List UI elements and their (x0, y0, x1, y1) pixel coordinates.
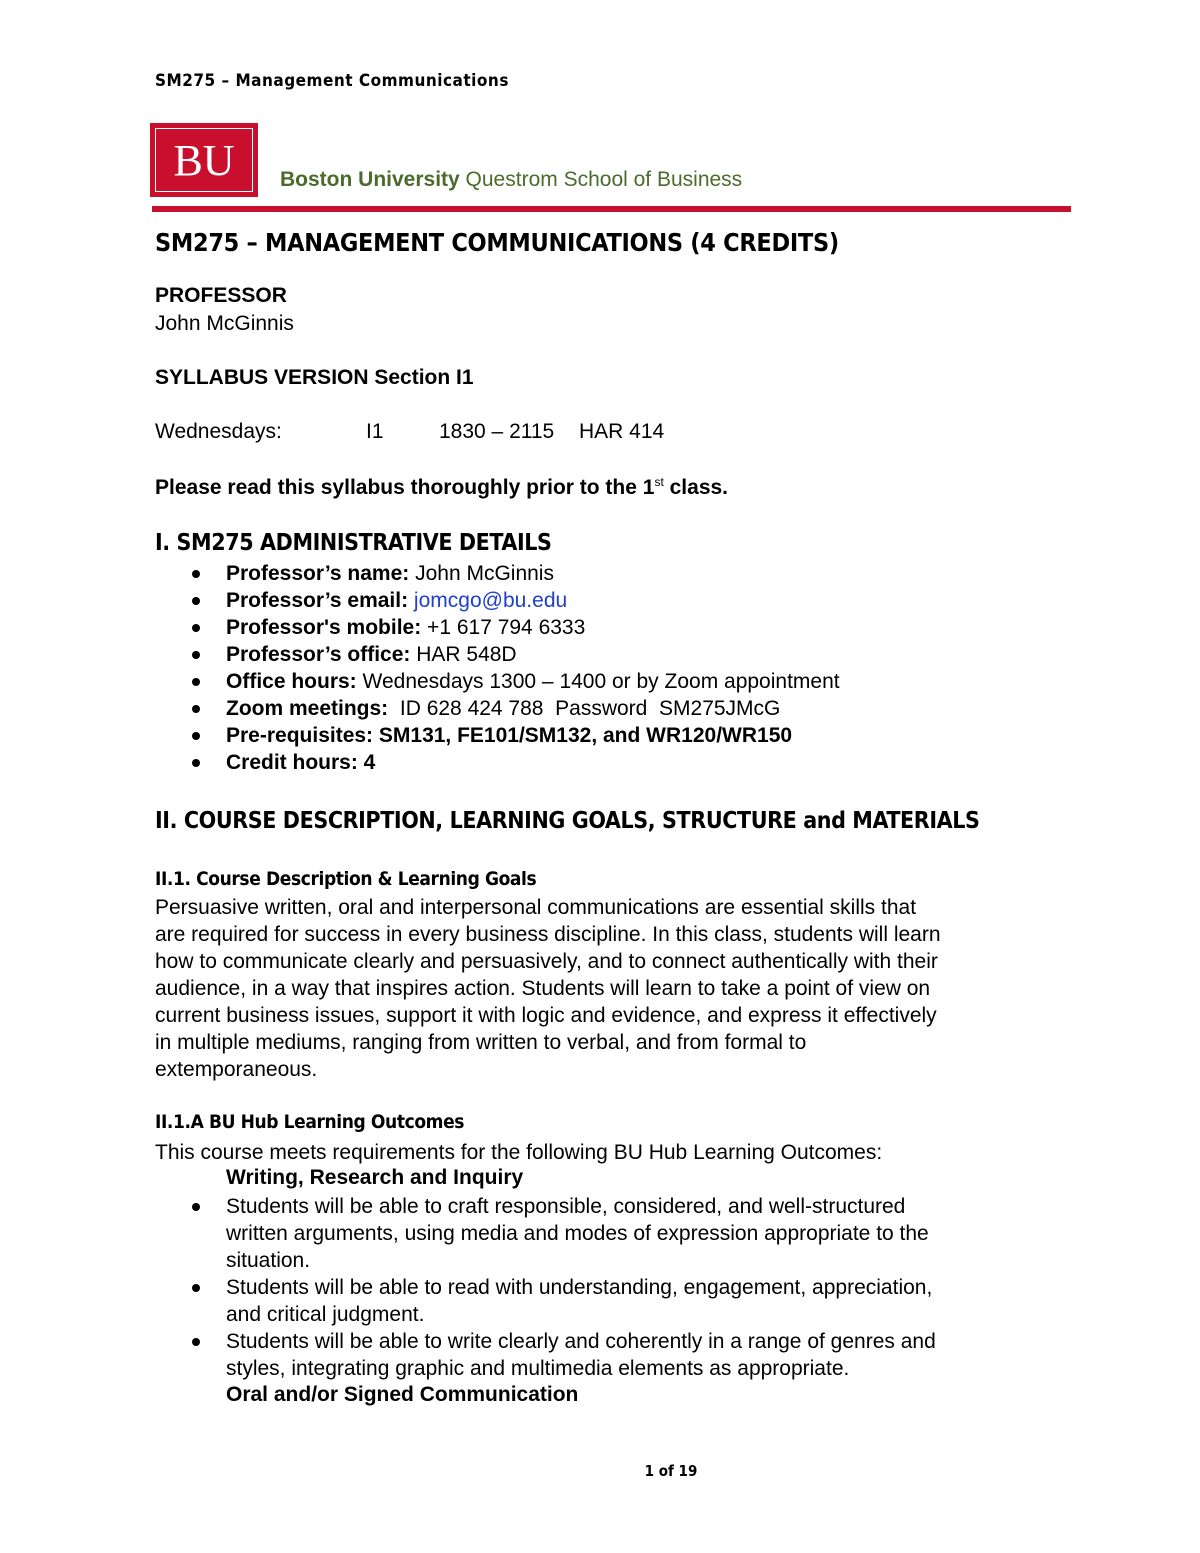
professor-name: John McGinnis (155, 312, 294, 335)
list-item: Professor’s office: HAR 548D (155, 641, 840, 668)
list-item: Office hours: Wednesdays 1300 – 1400 or by Zoom appointment (155, 668, 840, 695)
schedule-section: I1 (366, 420, 384, 443)
document-title: SM275 – MANAGEMENT COMMUNICATIONS (4 CREDITS) (155, 228, 839, 257)
admin-details-list (155, 560, 840, 776)
list-item: Professor’s email: jomcgo@bu.edu (155, 587, 840, 614)
list-item: Students will be able to write clearly and coherently in a range of genres and styles, integrating graphic and multimedia elements as appropriate. (155, 1328, 936, 1382)
school-name: Questrom School of Business (465, 168, 743, 191)
writing-heading: Writing, Research and Inquiry (226, 1166, 524, 1189)
university-name: Boston University (280, 168, 460, 191)
bu-logo-text: BU (155, 128, 253, 192)
read-notice-end: class. (663, 476, 729, 499)
list-item: Pre-requisites: SM131, FE101/SM132, and WR120/WR150 (155, 722, 840, 749)
list-item: Credit hours: 4 (155, 749, 840, 776)
professor-label: PROFESSOR (155, 284, 287, 307)
bu-logo (150, 123, 258, 197)
running-header: SM275 – Management Communications (155, 71, 509, 91)
read-notice (155, 475, 728, 500)
list-item: Students will be able to craft responsible, considered, and well-structured written arguments, using media and modes of expression appropriate to the situation. (155, 1193, 936, 1274)
page-number (0, 1462, 1200, 1480)
schedule-room: HAR 414 (579, 420, 665, 443)
read-notice-text: Please read this syllabus thoroughly prior to the 1 (155, 476, 655, 499)
schedule-time: 1830 – 2115 (439, 420, 555, 443)
read-notice-superscript: st (654, 475, 664, 489)
oral-communication-heading: Oral and/or Signed Communication (226, 1383, 579, 1406)
professor-email-link[interactable]: jomcgo@bu.edu (408, 589, 568, 612)
list-item: Professor’s name: John McGinnis (155, 560, 840, 587)
course-description-heading: II.1. Course Description & Learning Goals (155, 868, 537, 890)
schedule-day: Wednesdays: (155, 420, 282, 443)
syllabus-version: SYLLABUS VERSION Section I1 (155, 366, 474, 389)
section-2-heading: II. COURSE DESCRIPTION, LEARNING GOALS, STRUCTURE and MATERIALS (155, 808, 980, 834)
page-number-text: 1 of 19 (644, 1462, 698, 1480)
writing-outcomes-list (155, 1193, 936, 1382)
list-item: Zoom meetings: ID 628 424 788 Password SM275JMcG (155, 695, 840, 722)
list-item: Students will be able to read with understanding, engagement, appreciation, and critical judgment. (155, 1274, 936, 1328)
hub-outcomes-heading: II.1.A BU Hub Learning Outcomes (155, 1111, 465, 1133)
course-description-body: Persuasive written, oral and interpersonal communications are essential skills that are required for success in every business discipline. In this class, students will learn how to communicate clearly and persuasively, and to connect authentically with their audience, in a way that inspires action. Students will learn to take a point of view on current business issues, support it with logic and evidence, and express it effectively in multiple mediums, ranging from written to verbal, and from formal to extemporaneous. (155, 896, 941, 1081)
header-divider (152, 206, 1071, 212)
hub-outcomes-intro: This course meets requirements for the following BU Hub Learning Outcomes: (155, 1141, 883, 1164)
list-item: Professor's mobile: +1 617 794 6333 (155, 614, 840, 641)
school-line (280, 168, 742, 192)
section-1-heading: I. SM275 ADMINISTRATIVE DETAILS (155, 530, 552, 556)
